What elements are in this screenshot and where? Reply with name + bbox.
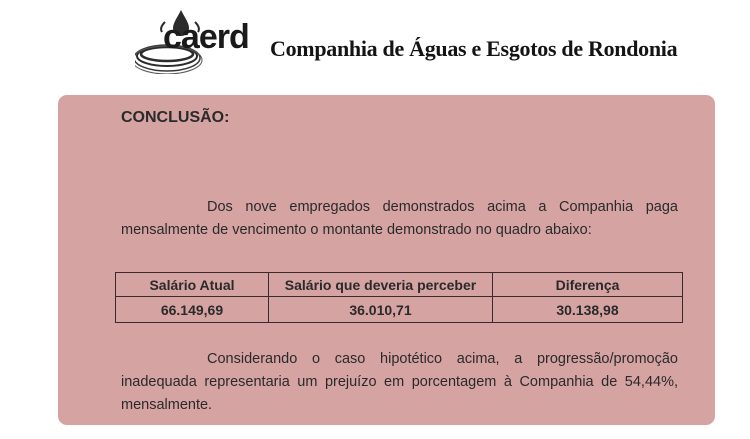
cell-current-salary: 66.149,69 — [116, 297, 269, 323]
column-header-current-salary: Salário Atual — [116, 273, 269, 297]
highlighted-document-section — [58, 95, 715, 425]
logo-text: caerd — [163, 18, 249, 56]
company-title: Companhia de Águas e Esgotos de Rondonia — [270, 36, 678, 61]
column-header-difference: Diferença — [493, 273, 683, 297]
section-heading: CONCLUSÃO: — [121, 109, 230, 126]
letterhead — [135, 8, 678, 74]
paragraph-intro: Dos nove empregados demonstrados acima a Companhia paga mensalmente de vencimento o montante demonstrado no quadro abaixo: — [121, 199, 678, 238]
table-row — [116, 297, 683, 323]
caerd-logo — [135, 8, 260, 74]
cell-expected-salary: 36.010,71 — [269, 297, 493, 323]
salary-table — [115, 272, 683, 323]
table-header-row — [116, 273, 683, 297]
paragraph-conclusion: Considerando o caso hipotético acima, a progressão/promoção inadequada representaria um prejuízo em porcentagem à Companhia de 54,44%, mensalmente. — [121, 351, 678, 413]
cell-difference: 30.138,98 — [493, 297, 683, 323]
column-header-expected-salary: Salário que deveria perceber — [269, 273, 493, 297]
